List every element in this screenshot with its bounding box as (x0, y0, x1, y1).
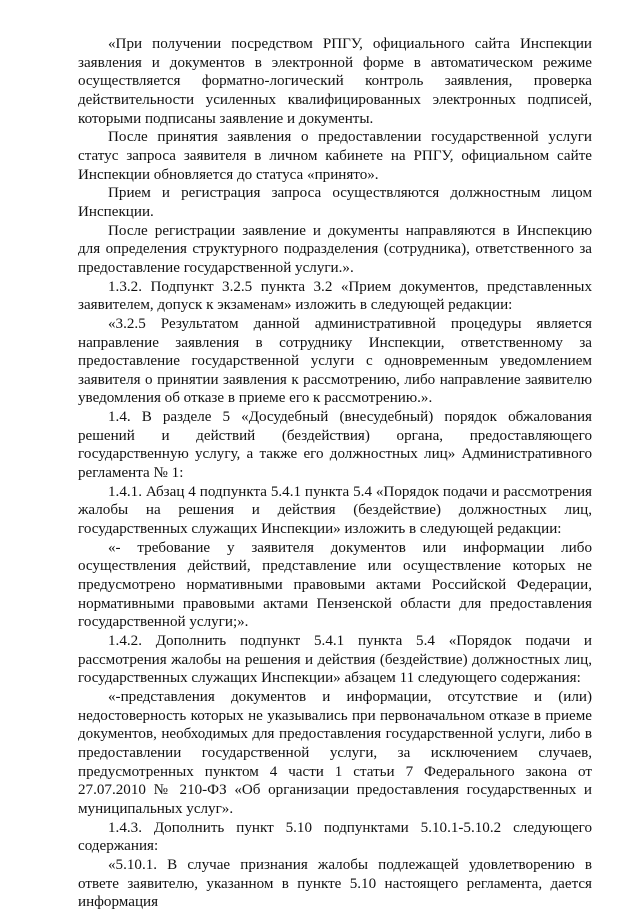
paragraph-subclause-3-2-5: «3.2.5 Результатом данной административной процедуры является направление заявления в сотруднику Инспекции, ответственному за предоставление государственной услуги с одновременным уведомлением заявителя о принятии заявления к рассмотрению, либо направление заявителю уведомления об отказе в приеме его к рассмотрению.». (78, 315, 592, 407)
paragraph-clause-1-3-2: 1.3.2. Подпункт 3.2.5 пункта 3.2 «Прием документов, представленных заявителем, допуск к экзаменам» изложить в следующей редакции: (78, 278, 592, 314)
document-body (78, 35, 592, 912)
paragraph-clause-1-4-2: 1.4.2. Дополнить подпункт 5.4.1 пункта 5.4 «Порядок подачи и рассмотрения жалобы на решения и действия (бездействие) должностных лиц, государственных служащих Инспекции» абзацем 11 следующего содержания: (78, 633, 592, 687)
paragraph-presentation-text: «-представления документов и информации, отсутствие и (или) недостоверность которых не указывались при первоначальном отказе в приеме документов, необходимых для предоставления государственной услуги, либо в предоставлении государственной услуги, за исключением случаев, предусмотренных пунктом 4 части 1 статьи 7 Федерального закона от 27.07.2010 № 210-ФЗ «Об организации предоставления государственных и муниципальных услуг». (78, 688, 592, 817)
paragraph-after-registration: После регистрации заявление и документы направляются в Инспекцию для определения структурного подразделения (сотрудника), ответственного за предоставление государственной услуги.». (78, 222, 592, 276)
paragraph-clause-1-4: 1.4. В разделе 5 «Досудебный (внесудебный) порядок обжалования решений и действий (бездействия) органа, предоставляющего государственную услугу, а также его должностных лиц» Административного регламента № 1: (78, 409, 592, 482)
paragraph-clause-1-4-1: 1.4.1. Абзац 4 подпункта 5.4.1 пункта 5.4 «Порядок подачи и рассмотрения жалобы на решения и действия (бездействие) должностных лиц, государственных служащих Инспекции» изложить в следующей редакции: (78, 483, 592, 538)
paragraph-requirement-text: «- требование у заявителя документов или информации либо осуществления действий, представление или осуществление которых не предусмотрено нормативными правовыми актами Российской Федерации, нормативными правовыми актами Пензенской области для предоставления государственной услуги;». (78, 539, 592, 631)
paragraph-clause-1-4-3: 1.4.3. Дополнить пункт 5.10 подпунктами 5.10.1-5.10.2 следующего содержания: (78, 819, 592, 855)
paragraph-subclause-5-10-1: «5.10.1. В случае признания жалобы подлежащей удовлетворению в ответе заявителю, указанном в пункте 5.10 настоящего регламента, дается информация (78, 856, 592, 911)
paragraph-electronic-submission: «При получении посредством РПГУ, официального сайта Инспекции заявления и документов в электронной форме в автоматическом режиме осуществляется форматно-логический контроль заявления, проверка действительности усиленных квалифицированных электронных подписей, которыми подписаны заявление и документы. (78, 36, 592, 127)
paragraph-registration: Прием и регистрация запроса осуществляются должностным лицом Инспекции. (78, 185, 592, 220)
paragraph-status-update: После принятия заявления о предоставлении государственной услуги статус запроса заявителя в личном кабинете на РПГУ, официальном сайте Инспекции обновляется до статуса «принято». (78, 129, 592, 183)
